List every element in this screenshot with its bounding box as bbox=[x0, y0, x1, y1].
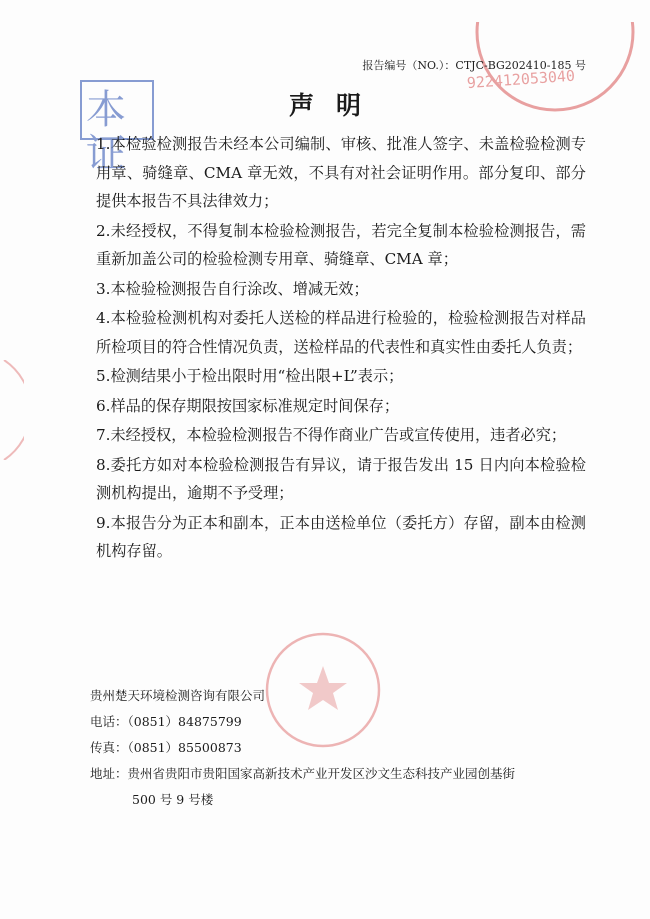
statement-7: 7.未经授权，本检验检测报告不得作商业广告或宣传使用，违者必究； bbox=[96, 426, 567, 444]
statement-2: 2.未经授权，不得复制本检验检测报告，若完全复制本检验检测报告，需重新加盖公司的检验检测专用章、骑缝章、CMA 章； bbox=[96, 221, 586, 268]
statement-4: 4.本检验检测机构对委托人送检的样品进行检验的，检验检测报告对样品所检项目的符合性情况负责，送检样品的代表性和真实性由委托人负责； bbox=[96, 309, 586, 356]
company-address-line2: 500 号 9 号楼 bbox=[132, 792, 214, 807]
statement-9: 9.本报告分为正本和副本，正本由送检单位（委托方）存留，副本由检测机构存留。 bbox=[96, 513, 586, 560]
statement-5: 5.检测结果小于检出限时用“检出限+L”表示； bbox=[96, 367, 404, 385]
seal-left-edge bbox=[0, 360, 24, 460]
company-fax: 传真：（0851）85500873 bbox=[90, 740, 242, 755]
statement-list bbox=[96, 130, 586, 567]
report-number: 报告编号（NO.）：CTJC-BG202410-185 号 bbox=[362, 59, 586, 72]
statement-1: 1.本检验检测报告未经本公司编制、审核、批准人签字、未盖检验检测专用章、骑缝章、CMA 章无效，不具有对社会证明作用。部分复印、部分提供本报告不具法律效力； bbox=[96, 135, 586, 210]
page-title: 声明 bbox=[288, 91, 383, 120]
copy-stamp-text: 本证 bbox=[86, 87, 128, 177]
company-address: 地址：贵州省贵阳市贵阳国家高新技术产业开发区沙文生态科技产业园创基街 bbox=[90, 766, 516, 781]
statement-6: 6.样品的保存期限按国家标准规定时间保存； bbox=[96, 396, 400, 415]
seal-number: 922412053040 bbox=[466, 66, 576, 93]
company-name: 贵州楚天环境检测咨询有限公司 bbox=[90, 688, 266, 703]
seal-top-right bbox=[455, 22, 650, 142]
statement-3: 3.本检验检测报告自行涂改、增减无效； bbox=[96, 279, 369, 298]
company-phone: 电话：（0851）84875799 bbox=[90, 714, 242, 729]
statement-8: 8.委托方如对本检验检测报告有异议，请于报告发出 15 日内向本检验检测机构提出，逾期不予受理； bbox=[96, 455, 586, 502]
company-info bbox=[90, 683, 590, 813]
